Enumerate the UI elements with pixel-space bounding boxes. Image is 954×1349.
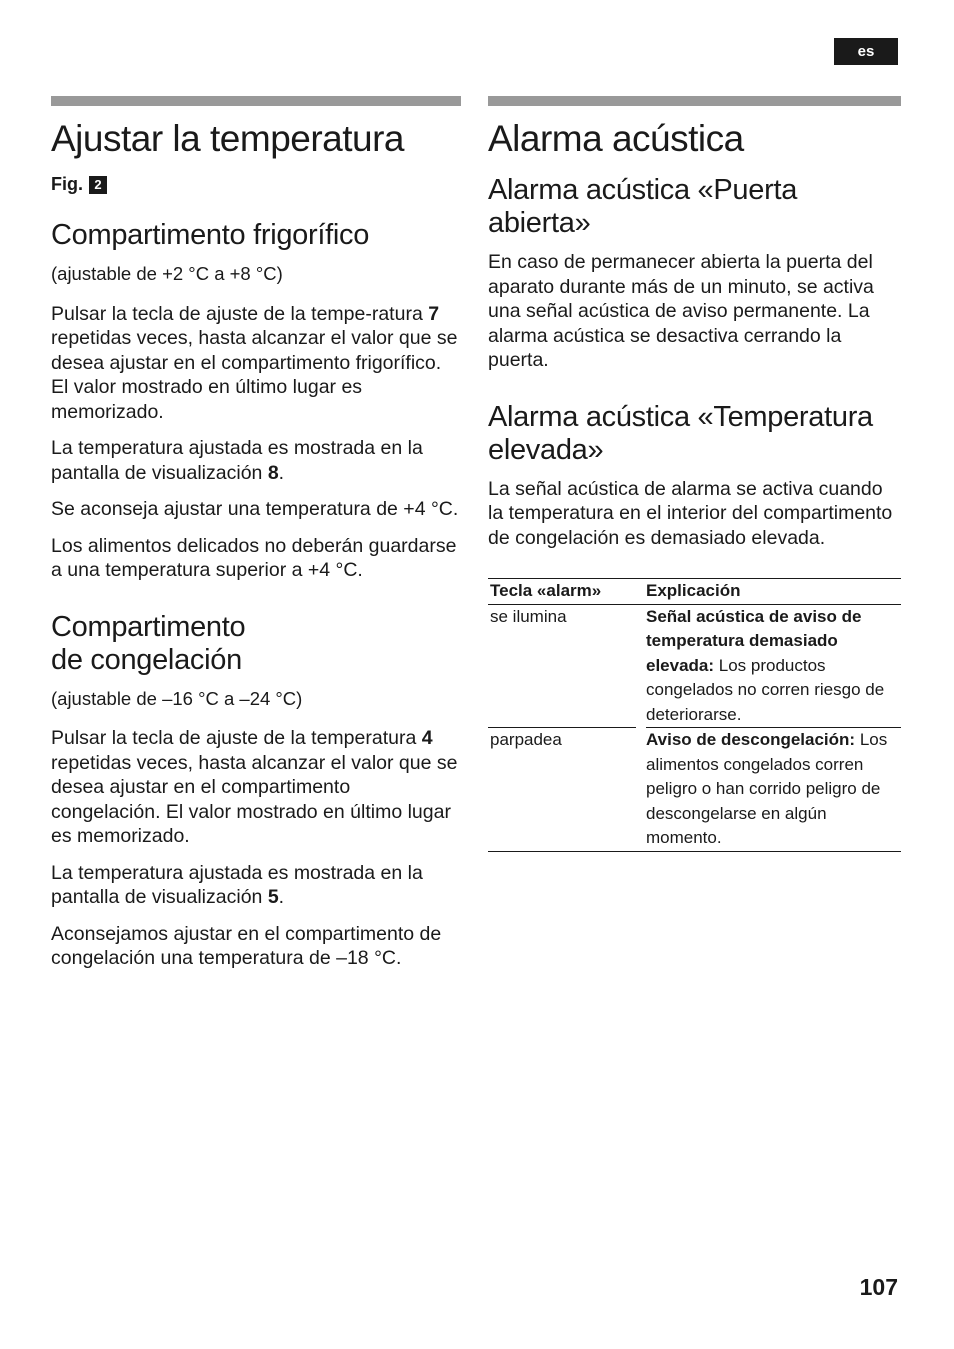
fridge-heading: Compartimento frigorífico — [51, 219, 370, 251]
text-part: repetidas veces, hasta alcanzar el valor que se desea ajustar en el compartimento congelación. El valor mostrado en último lugar es memorizado. — [51, 751, 458, 847]
row-explanation — [646, 728, 901, 852]
figure-number: 2 — [89, 176, 107, 194]
door-alarm-text: En caso de permanecer abierta la puerta del aparato durante más de un minuto, se activa una señal acústica de aviso permanente. La alarma acústica se desactiva cerrando la puerta. — [488, 251, 874, 371]
row-state: parpadea — [488, 728, 636, 852]
page-number: 107 — [859, 1274, 898, 1300]
text-part: . — [278, 886, 285, 908]
text-part: Pulsar la tecla de ajuste de la temperatura — [51, 727, 422, 749]
language-badge: es — [834, 38, 898, 65]
section-title-temperature: Ajustar la temperatura — [51, 118, 405, 159]
fridge-range: (ajustable de +2 °C a +8 °C) — [51, 263, 283, 284]
freezer-heading — [51, 611, 461, 677]
row-state: se ilumina — [488, 604, 636, 728]
freezer-paragraph-2 — [51, 861, 461, 910]
explanation-bold: Aviso de descongelación: — [646, 730, 856, 749]
figure-label: Fig. — [51, 174, 83, 194]
table-row — [488, 604, 901, 728]
fridge-paragraph-1 — [51, 302, 461, 425]
table-header-explanation: Explicación — [646, 579, 901, 605]
key-number: 7 — [428, 302, 440, 325]
table-gap — [636, 728, 646, 852]
freezer-paragraph-3: Aconsejamos ajustar en el compartimento de congelación una temperatura de –18 °C. — [51, 922, 442, 969]
display-number: 5 — [267, 886, 279, 908]
fridge-paragraph-3: Se aconseja ajustar una temperatura de +4 °C. — [51, 498, 459, 520]
explanation-text: Los productos congelados no corren riesgo de deteriorarse. — [646, 655, 885, 724]
text-part: La temperatura ajustada es mostrada en la pantalla de visualización — [51, 437, 423, 484]
table-header-row — [488, 579, 901, 605]
heading-line: de congelación — [51, 643, 242, 676]
key-number: 4 — [421, 727, 433, 749]
text-part: Pulsar la tecla de ajuste de la tempe-ratura — [51, 302, 429, 325]
section-rule — [51, 96, 461, 106]
text-part: La temperatura ajustada es mostrada en la pantalla de visualización — [51, 861, 423, 908]
row-explanation — [646, 604, 901, 728]
alarm-table — [488, 578, 901, 852]
heading-line: Compartimento — [51, 610, 246, 643]
display-number: 8 — [267, 461, 279, 484]
section-rule — [488, 96, 901, 106]
table-gap — [636, 604, 646, 728]
text-part: . — [278, 461, 285, 484]
freezer-range: (ajustable de –16 °C a –24 °C) — [51, 687, 303, 709]
door-alarm-heading: Alarma acústica «Puerta abierta» — [488, 174, 798, 239]
right-column — [488, 96, 901, 852]
freezer-paragraph-1 — [51, 726, 461, 849]
temp-alarm-heading: Alarma acústica «Temperatura elevada» — [488, 400, 873, 466]
table-header-key: Tecla «alarm» — [488, 579, 636, 605]
table-gap — [636, 579, 646, 605]
left-column — [51, 96, 461, 983]
text-part: repetidas veces, hasta alcanzar el valor que se desea ajustar en el compartimento frigorífico. El valor mostrado en último lugar es memorizado. — [51, 327, 458, 423]
figure-reference — [51, 174, 461, 195]
section-title-alarm: Alarma acústica — [488, 118, 744, 159]
explanation-bold: Señal acústica de aviso de temperatura demasiado elevada: — [646, 606, 862, 675]
temp-alarm-text: La señal acústica de alarma se activa cuando la temperatura en el interior del compartimento de congelación es demasiado elevada. — [488, 477, 893, 549]
table-row — [488, 728, 901, 852]
fridge-paragraph-2 — [51, 436, 461, 485]
fridge-paragraph-4: Los alimentos delicados no deberán guardarse a una temperatura superior a +4 °C. — [51, 534, 457, 581]
explanation-text: Los alimentos congelados corren peligro o han corrido peligro de descongelarse en algún momento. — [646, 730, 888, 847]
